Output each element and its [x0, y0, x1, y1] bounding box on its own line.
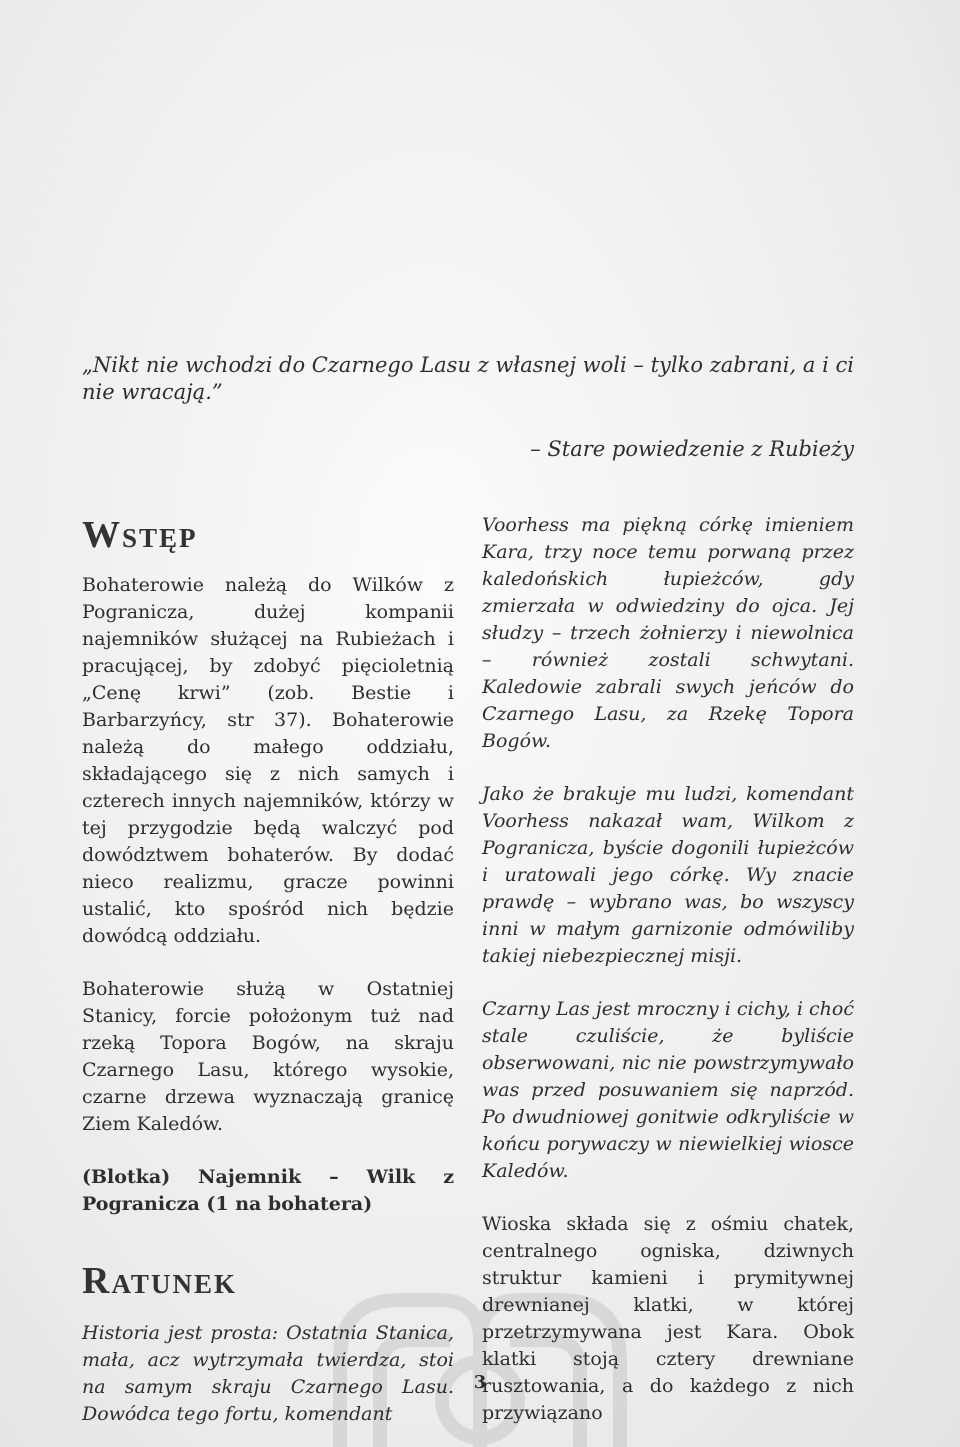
epigraph-quote: „Nikt nie wchodzi do Czarnego Lasu z własnej woli – tylko zabrani, a i ci nie wracają.”: [82, 353, 854, 404]
heading-intro: Wstęp: [82, 514, 198, 556]
epigraph-source: – Stare powiedzenie z Rubieży: [530, 437, 854, 461]
readaloud-paragraph-1: Voorhess ma piękną córkę imieniem Kara, trzy noce temu porwaną przez kaledońskich łupieżców, gdy zmierzała w odwiedziny do ojca. Jej słudzy – trzech żołnierzy i niewolnica – również zostali schwytani. Kaledowie zabrali swych jeńców do Czarnego Lasu, za Rzekę Topora Bogów.: [482, 514, 854, 752]
readaloud-paragraph-3: Czarny Las jest mroczny i cichy, i choć stale czuliście, że byliście obserwowani, nic nie powstrzymywało was przed posuwaniem się naprzód. Po dwudniowej gonitwie odkryliście w końcu porywaczy w niewielkiej wiosce Kaledów.: [482, 998, 854, 1182]
readaloud-paragraph-2: Jako że brakuje mu ludzi, komendant Voorhess nakazał wam, Wilkom z Pogranicza, byście dogonili łupieżców i uratowali jego córkę. Wy znacie prawdę – wybrano was, bo wszyscy inni w małym garnizonie odmówiliby takiej niebezpiecznej misji.: [482, 783, 854, 967]
intro-paragraph-1: Bohaterowie należą do Wilków z Pogranicza, dużej kompanii najemników służącej na Rubieżach i pracującej, by zdobyć pięcioletnią „Cenę krwi” (zob. Bestie i Barbarzyńcy, str 37). Bohaterowie należą do małego oddziału, składającego się z nich samych i czterech innych najemników, którzy w tej przygodzie będą walczyć pod dowództwem bohaterów. By dodać nieco realizmu, gracze powinni ustalić, kto spośród nich będzie dowódcą oddziału.: [82, 574, 454, 947]
rescue-paragraph-1: Historia jest prosta: Ostatnia Stanica, mała, acz wytrzymała twierdza, stoi na samym skraju Czarnego Lasu. Dowódca tego fortu, komendant: [82, 1322, 454, 1425]
heading-rescue: Ratunek: [82, 1260, 237, 1302]
stat-line: (Blotka) Najemnik – Wilk z Pogranicza (1 na bohatera): [82, 1166, 454, 1215]
intro-paragraph-2: Bohaterowie służą w Ostatniej Stanicy, forcie położonym tuż nad rzeką Topora Bogów, na skraju Czarnego Lasu, którego wysokie, czarne drzewa wyznaczają granicę Ziem Kaledów.: [82, 978, 454, 1135]
page-number: 3: [473, 1372, 487, 1393]
left-column: [82, 512, 454, 1428]
village-paragraph: Wioska składa się z ośmiu chatek, centralnego ogniska, dziwnych struktur kamieni i prymitywnej drewnianej klatki, w której przetrzymywana jest Kara. Obok klatki stoją cztery drewniane rusztowania, a do każdego z nich przywiązano: [482, 1213, 854, 1424]
right-column: [482, 512, 854, 1427]
